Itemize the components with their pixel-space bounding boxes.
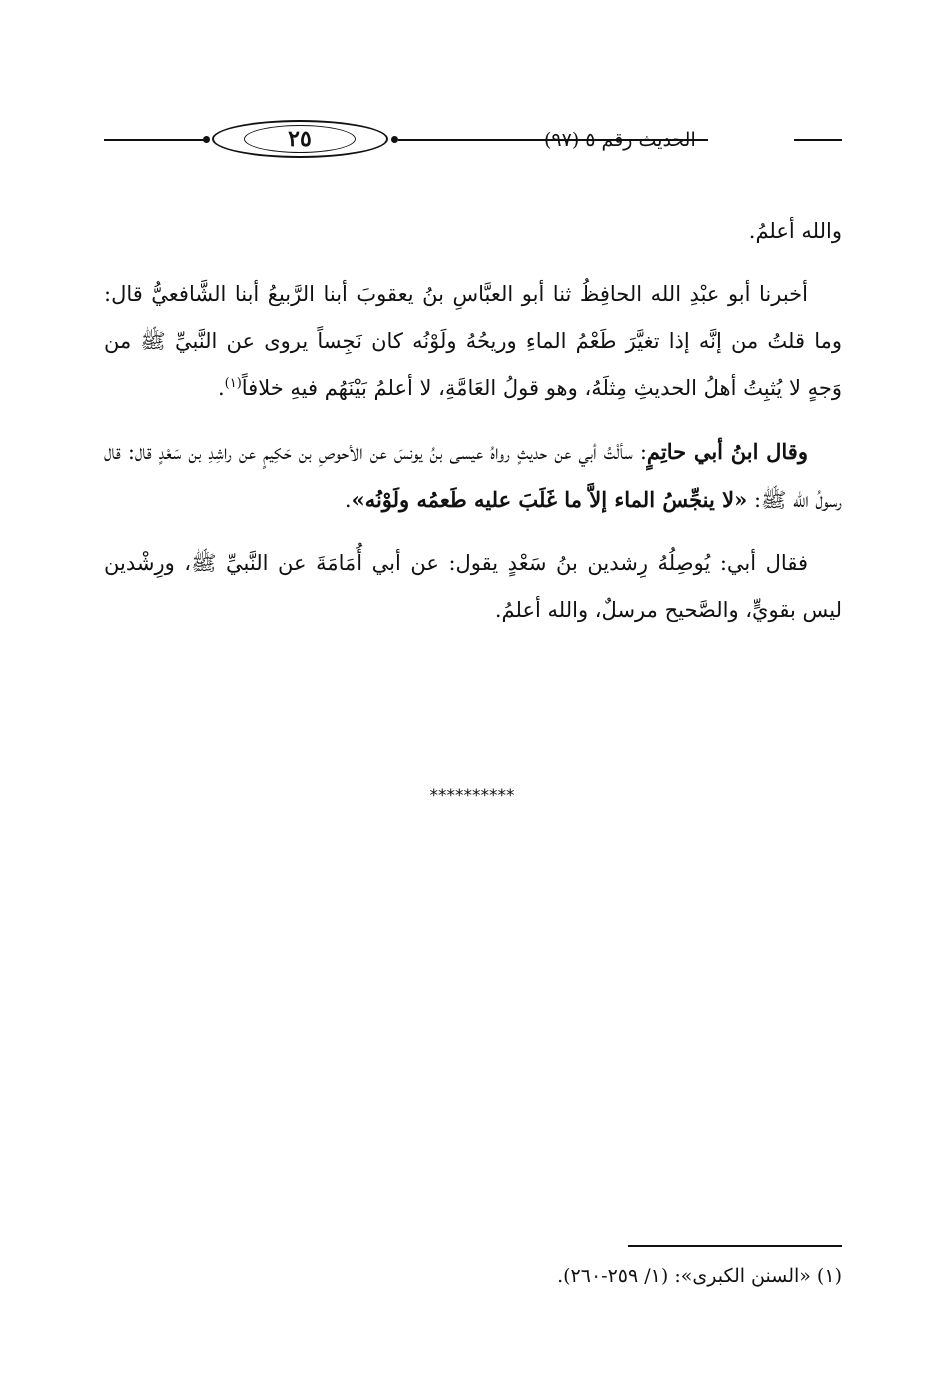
header-dot-left <box>203 136 210 143</box>
paragraph-3-text: : سألْتُ أبي عن حديثٍ رواهُ عيسى بنُ يونسَ عن الأحوصِ بن حَكِيمٍ عن راشِدِ بن سَعْدٍ قال: قال رسولُ الله ﷺ: <box>104 440 842 512</box>
paragraph-3-speaker: وقال ابنُ أبي حاتِمٍ <box>646 439 808 464</box>
main-text <box>104 208 842 650</box>
paragraph-4: فقال أبي: يُوصِلُهُ رِشدين بنُ سَعْدٍ يقول: عن أبي أُمَامَةَ عن النَّبيِّ ﷺ، ورِشْدين ليس بقويٍّ، والصَّحيح مرسلٌ، والله أعلمُ. <box>104 551 842 622</box>
header-dot-right <box>391 136 398 143</box>
running-header <box>104 118 842 164</box>
paragraph-2 <box>104 271 842 412</box>
paragraph-3-end: . <box>344 488 352 512</box>
page-number: ٢٥ <box>288 126 312 152</box>
section-separator: ********** <box>429 786 515 806</box>
header-rule-left <box>104 139 204 141</box>
paragraph-2-text: أخبرنا أبو عبْدِ الله الحافِظُ ثنا أبو العبَّاسِ بنُ يعقوبَ أبنا الرَّبيعُ أبنا الشَّافعيُّ قال: وما قلتُ من إنَّه إذا تغيَّرَ طَعْمُ الماءِ وريحُهُ ولَوْنُه كان نَجِساً يروى عن النَّبيِّ ﷺ من وَجهٍ لا يُثبِتُ أهلُ الحديثِ مِثلَهُ، وهو قولُ العَامَّةِ، لا أعلمُ بَيْنَهُم فيهِ خلافاً <box>104 282 842 400</box>
paragraph-1: والله أعلمُ. <box>748 219 842 243</box>
footnote: (١) «السنن الكبرى»: (١/ ٢٥٩-٢٦٠). <box>557 1265 842 1287</box>
header-rule-right <box>794 139 842 141</box>
running-title: الحديث رقم ٥ (٩٧) <box>544 129 696 151</box>
paragraph-2-end: . <box>217 376 225 400</box>
hadith-quote: «لا ينجِّسُ الماء إلاَّ ما غَلَبَ عليه طَعمُه ولَوْنُه» <box>351 487 748 512</box>
footnote-rule <box>628 1245 842 1247</box>
footnote-marker: (١) <box>224 376 242 391</box>
paragraph-3 <box>104 428 842 524</box>
